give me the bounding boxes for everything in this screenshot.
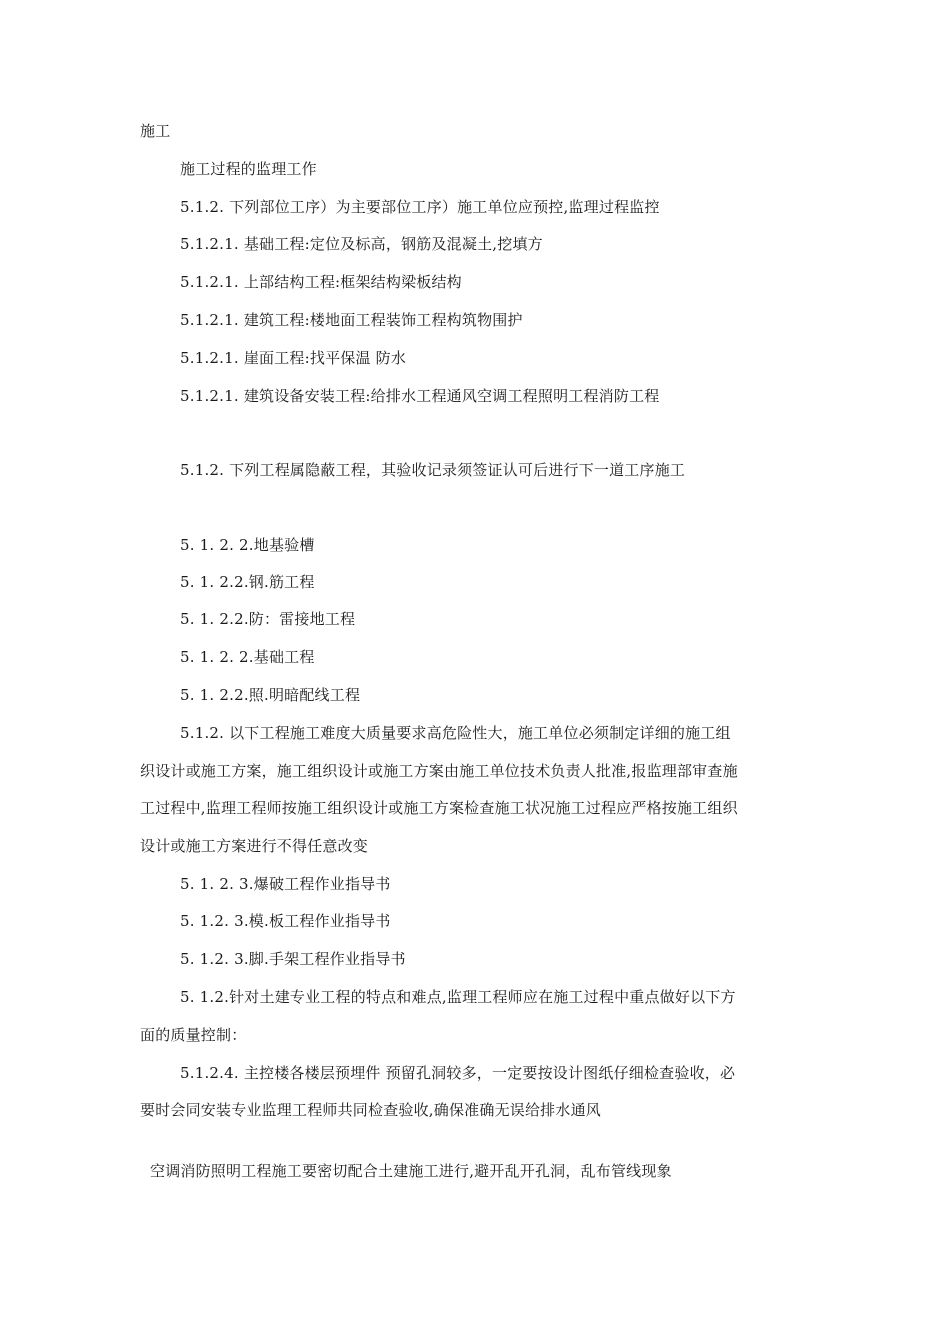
list-item: 5. 1. 2. 2.基础工程 bbox=[180, 648, 315, 666]
text-line: 5.1.2. 下列工程属隐蔽工程，其验收记录须签证认可后进行下一道工序施工 bbox=[180, 461, 686, 479]
paragraph-line: 设计或施工方案进行不得任意改变 bbox=[140, 837, 369, 855]
paragraph-line: 5.1.2. 以下工程施工难度大质量要求高危险性大，施工单位必须制定详细的施工组 bbox=[180, 724, 731, 742]
list-item: 5. 1. 2.2.照.明暗配线工程 bbox=[180, 686, 361, 704]
list-item: 5.1.2.1. 建筑工程:楼地面工程装饰工程构筑物围护 bbox=[180, 311, 523, 329]
list-item: 5. 1.2. 3.模.板工程作业指导书 bbox=[180, 912, 391, 930]
list-item: 5.1.2.1. 上部结构工程:框架结构梁板结构 bbox=[180, 273, 462, 291]
text-line: 5.1.2. 下列部位工序）为主要部位工序）施工单位应预控,监理过程监控 bbox=[180, 198, 660, 216]
list-item: 5.1.2.1. 崖面工程:找平保温 防水 bbox=[180, 349, 407, 367]
section-heading: 施工过程的监理工作 bbox=[180, 160, 317, 178]
paragraph-line: 空调消防照明工程施工要密切配合土建施工进行,避开乱开孔洞，乱布管线现象 bbox=[150, 1162, 672, 1180]
list-item: 5. 1. 2.2.防：雷接地工程 bbox=[180, 610, 356, 628]
list-item: 5. 1. 2. 2.地基验槽 bbox=[180, 536, 315, 554]
paragraph-line: 面的质量控制： bbox=[140, 1026, 247, 1044]
list-item: 5. 1. 2.2.钢.筋工程 bbox=[180, 573, 315, 591]
paragraph-line: 5.1.2.4. 主控楼各楼层预埋件 预留孔洞较多，一定要按设计图纸仔细检查验收，必 bbox=[180, 1064, 736, 1082]
paragraph-line: 织设计或施工方案，施工组织设计或施工方案由施工单位技术负责人批准,报监理部审查施 bbox=[140, 762, 738, 780]
list-item: 5. 1.2. 3.脚.手架工程作业指导书 bbox=[180, 950, 406, 968]
list-item: 5. 1. 2. 3.爆破工程作业指导书 bbox=[180, 875, 391, 893]
paragraph-line: 要时会同安装专业监理工程师共同检查验收,确保准确无误给排水通风 bbox=[140, 1101, 601, 1119]
list-item: 5.1.2.1. 建筑设备安装工程:给排水工程通风空调工程照明工程消防工程 bbox=[180, 387, 660, 405]
paragraph-line: 工过程中,监理工程师按施工组织设计或施工方案检查施工状况施工过程应严格按施工组织 bbox=[140, 799, 738, 817]
text-line: 施工 bbox=[140, 122, 171, 140]
paragraph-line: 5. 1.2.针对土建专业工程的特点和难点,监理工程师应在施工过程中重点做好以下方 bbox=[180, 988, 736, 1006]
list-item: 5.1.2.1. 基础工程:定位及标高，钢筋及混凝土,挖填方 bbox=[180, 235, 543, 253]
